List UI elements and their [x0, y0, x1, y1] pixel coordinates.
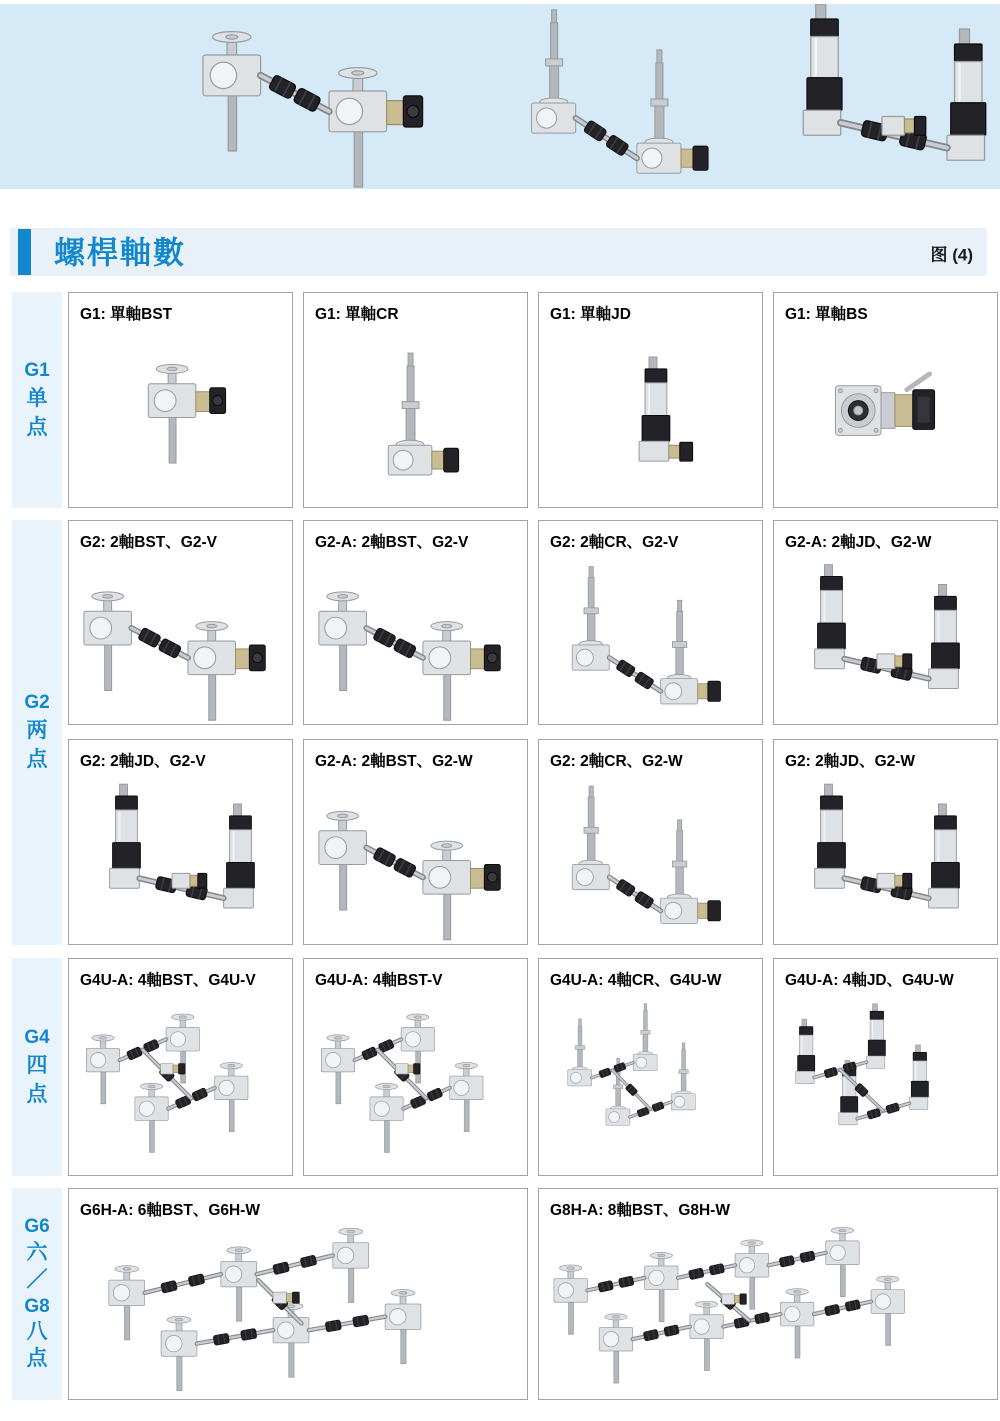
cell-illustration — [539, 327, 762, 505]
cell-title: G4U-A: 4軸BST、G4U-V — [80, 972, 256, 989]
group-label-g2 — [12, 520, 62, 945]
accent-bar — [18, 229, 31, 275]
product-cell — [773, 520, 998, 725]
sidebar-label-line: G4 — [24, 1026, 50, 1048]
product-cell — [538, 958, 763, 1176]
product-cell — [303, 520, 528, 725]
sidebar-label-line: 四 — [26, 1053, 48, 1077]
dual-jd-actuator-assembly — [803, 4, 986, 160]
sidebar-label-line: 点 — [26, 1082, 48, 1106]
product-row — [68, 520, 998, 725]
sidebar-label-line: 点 — [26, 415, 48, 439]
cell-title: G2: 2軸CR、G2-V — [550, 534, 679, 551]
cell-illustration — [539, 555, 762, 722]
dual-cr-jack-assembly — [532, 10, 709, 173]
cell-illustration — [69, 1223, 527, 1397]
product-cell — [773, 958, 998, 1176]
sidebar-label-line: ／ — [26, 1268, 48, 1292]
figure-label: 图 (4) — [930, 245, 973, 265]
group-label-g6-g8 — [12, 1188, 62, 1400]
sidebar-label-line: 点 — [26, 1347, 48, 1371]
cell-title: G1: 單軸BST — [80, 306, 173, 323]
product-cell — [68, 292, 293, 508]
cell-illustration — [304, 555, 527, 722]
dual-bst-jack-assembly — [203, 32, 423, 187]
cell-illustration — [304, 774, 527, 942]
sidebar-label-line: 两 — [26, 719, 48, 743]
sidebar-label-line: 点 — [26, 748, 48, 772]
product-cell — [538, 520, 763, 725]
product-cell — [538, 739, 763, 945]
product-cell — [68, 739, 293, 945]
cell-illustration — [69, 555, 292, 722]
sidebar-label-line: 单 — [26, 386, 48, 410]
cell-illustration — [304, 327, 527, 505]
product-cell — [538, 292, 763, 508]
cell-illustration — [774, 327, 997, 505]
cell-title: G2: 2軸BST、G2-V — [80, 534, 217, 551]
cell-illustration — [774, 993, 997, 1173]
group-label-g4 — [12, 958, 62, 1176]
cell-illustration — [774, 555, 997, 722]
cell-title: G2-A: 2軸BST、G2-V — [315, 534, 469, 551]
product-cell — [773, 739, 998, 945]
cell-illustration — [304, 993, 527, 1173]
cell-illustration — [774, 774, 997, 942]
cell-illustration — [69, 774, 292, 942]
cell-illustration — [539, 993, 762, 1173]
sidebar-label-line: G6 — [24, 1216, 50, 1238]
sidebar-label-line: G1 — [24, 359, 50, 381]
cell-illustration — [69, 993, 292, 1173]
product-cell — [303, 292, 528, 508]
product-cell — [303, 958, 528, 1176]
cell-title: G1: 單軸BS — [785, 306, 868, 323]
cell-title: G2: 2軸CR、G2-W — [550, 753, 683, 770]
product-cell — [68, 520, 293, 725]
product-row — [68, 739, 998, 945]
section-title: 螺桿軸數 — [54, 235, 186, 271]
product-row — [68, 292, 998, 508]
cell-title: G4U-A: 4軸JD、G4U-W — [785, 972, 954, 989]
sidebar-label-line: 八 — [26, 1320, 48, 1344]
cell-title: G4U-A: 4軸CR、G4U-W — [550, 972, 722, 989]
cell-title: G2: 2軸JD、G2-V — [80, 753, 206, 770]
cell-illustration — [539, 774, 762, 942]
group-label-g1 — [12, 292, 62, 508]
cell-title: G2-A: 2軸BST、G2-W — [315, 753, 473, 770]
product-banner — [0, 4, 1000, 189]
cell-title: G6H-A: 6軸BST、G6H-W — [80, 1202, 260, 1219]
product-cell — [303, 739, 528, 945]
section-header — [10, 228, 987, 276]
cell-title: G2: 2軸JD、G2-W — [785, 753, 916, 770]
sidebar-label-line: G8 — [24, 1295, 50, 1317]
cell-title: G1: 單軸JD — [550, 306, 631, 323]
cell-title: G8H-A: 8軸BST、G8H-W — [550, 1202, 730, 1219]
cell-title: G1: 單軸CR — [315, 306, 399, 323]
product-row — [68, 958, 998, 1176]
cell-title: G2-A: 2軸JD、G2-W — [785, 534, 932, 551]
product-cell — [68, 1188, 528, 1400]
product-row — [68, 1188, 998, 1400]
sidebar-label-line: G2 — [24, 692, 50, 714]
cell-illustration — [69, 327, 292, 505]
banner-illustration — [0, 4, 1000, 189]
product-cell — [773, 292, 998, 508]
product-cell — [68, 958, 293, 1176]
cell-illustration — [539, 1223, 997, 1397]
sidebar-label-line: 六 — [26, 1241, 48, 1265]
product-cell — [538, 1188, 998, 1400]
cell-title: G4U-A: 4軸BST-V — [315, 972, 443, 989]
